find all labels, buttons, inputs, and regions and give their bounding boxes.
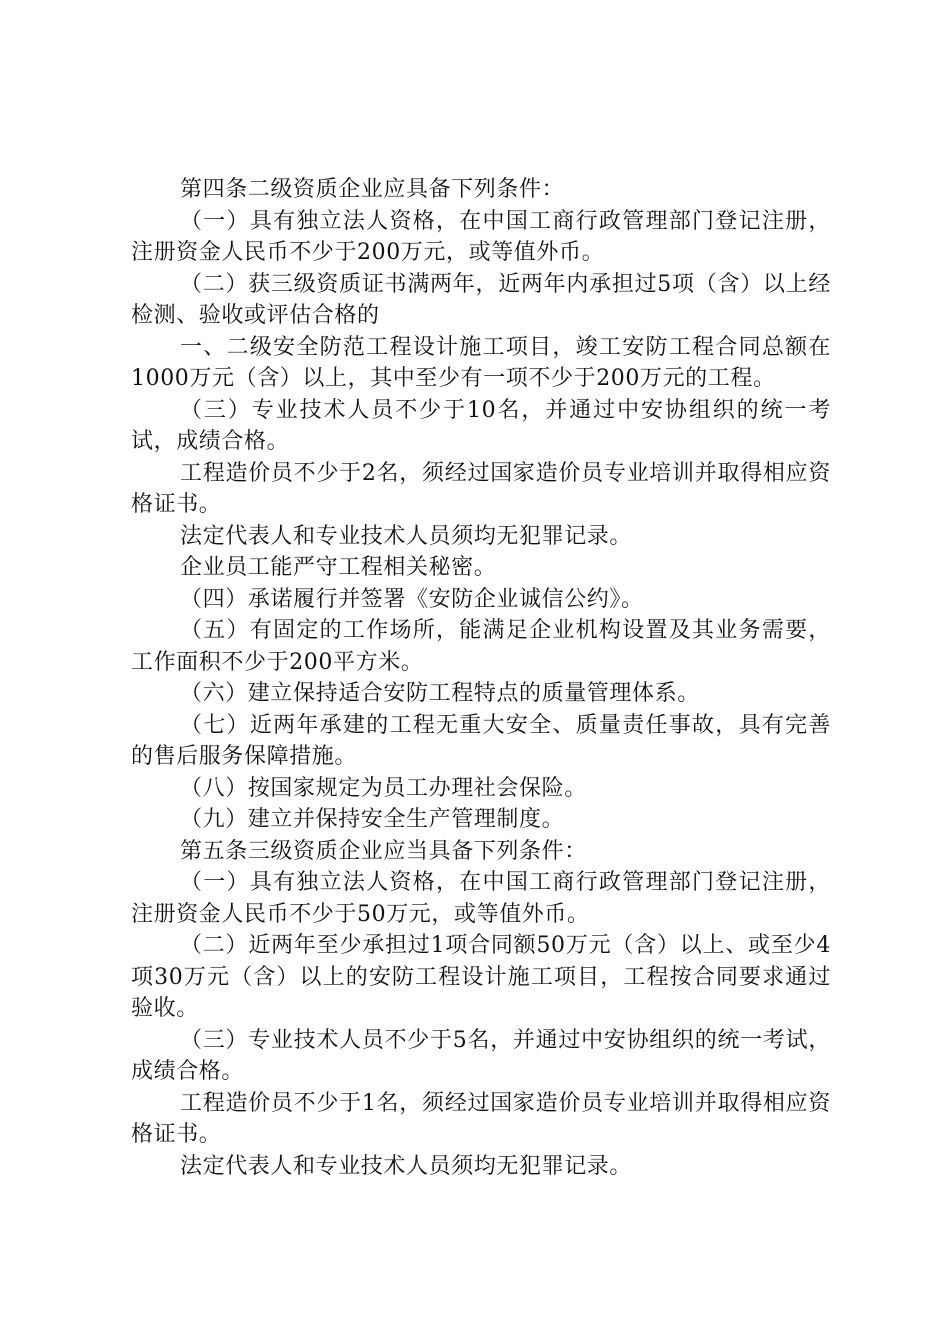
article-4-item-3-confidentiality: 企业员工能严守工程相关秘密。 (180, 555, 497, 580)
article-4-item-3-cost-staff: 工程造价员不少于2名，须经过国家造价员专业培训并取得相应资格证书。 (131, 460, 831, 517)
article-4-item-3-no-criminal-record: 法定代表人和专业技术人员须均无犯罪记录。 (180, 523, 633, 549)
article-4-item-3: （三）专业技术人员不少于10名，并通过中安协组织的统一考试，成绩合格。 (131, 397, 831, 454)
article-5-item-3: （三）专业技术人员不少于5名，并通过中安协组织的统一考试，成绩合格。 (131, 1027, 831, 1084)
document-body (131, 174, 831, 1182)
article-4-item-5: （五）有固定的工作场所，能满足企业机构设置及其业务需要，工作面积不少于200平方米。 (131, 618, 831, 675)
article-4-item-9: （九）建立并保持安全生产管理制度。 (180, 807, 565, 832)
article-4-item-8: （八）按国家规定为员工办理社会保险。 (180, 775, 587, 801)
article-4-item-2-continued: 一、二级安全防范工程设计施工项目，竣工安防工程合同总额在1000万元（含）以上，其中至少有一项不少于200万元的工程。 (131, 334, 831, 391)
article-4-item-6: （六）建立保持适合安防工程特点的质量管理体系。 (180, 681, 700, 706)
article-4-item-7: （七）近两年承建的工程无重大安全、质量责任事故，具有完善的售后服务保障措施。 (131, 712, 831, 769)
article-5-item-3-cost-staff: 工程造价员不少于1名，须经过国家造价员专业培训并取得相应资格证书。 (131, 1090, 831, 1147)
article-5-item-3-no-criminal-record: 法定代表人和专业技术人员须均无犯罪记录。 (180, 1153, 633, 1179)
article-5-heading: 第五条三级资质企业应当具备下列条件： (180, 838, 587, 864)
article-4-item-1: （一）具有独立法人资格，在中国工商行政管理部门登记注册，注册资金人民币不少于200万元，或等值外币。 (131, 208, 831, 265)
article-5-item-2: （二）近两年至少承担过1项合同额50万元（含）以上、或至少4项30万元（含）以上的安防工程设计施工项目，工程按合同要求通过验收。 (131, 933, 831, 1021)
article-4-heading: 第四条二级资质企业应具备下列条件： (180, 177, 565, 202)
article-5-item-1: （一）具有独立法人资格，在中国工商行政管理部门登记注册，注册资金人民币不少于50万元，或等值外币。 (131, 870, 831, 927)
article-4-item-4: （四）承诺履行并签署《安防企业诚信公约》。 (180, 586, 644, 612)
article-4-item-2: （二）获三级资质证书满两年，近两年内承担过5项（含）以上经检测、验收或评估合格的 (131, 271, 831, 328)
